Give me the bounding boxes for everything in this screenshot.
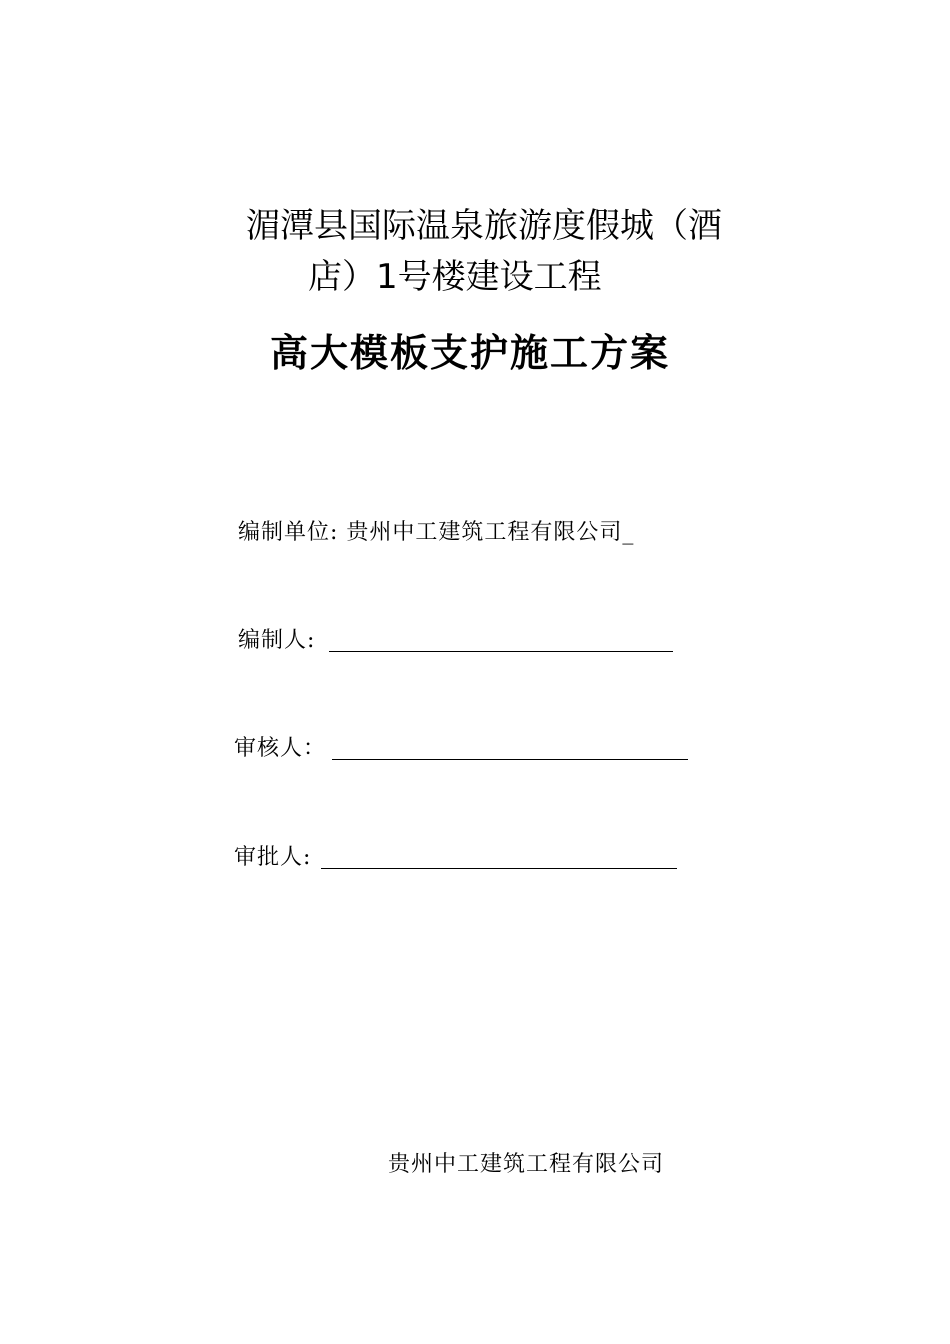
project-title-line-1: 湄潭县国际温泉旅游度假城（酒 — [246, 206, 722, 246]
approver-label: 审批人: — [234, 845, 312, 870]
compiling-unit-field — [238, 518, 634, 548]
compiler-signature-line — [329, 629, 673, 652]
compiler-field — [238, 626, 673, 656]
reviewer-signature-line — [332, 737, 688, 760]
compiling-unit-label: 编制单位: — [238, 520, 339, 545]
reviewer-field — [234, 734, 688, 764]
project-title-line-2: 店）1号楼建设工程 — [308, 257, 602, 297]
approver-signature-line — [321, 846, 677, 869]
compiler-label: 编制人: — [238, 628, 316, 653]
compiling-unit-value: 贵州中工建筑工程有限公司_ — [346, 520, 635, 545]
document-subtitle: 高大模板支护施工方案 — [270, 330, 671, 375]
footer-company-name: 贵州中工建筑工程有限公司 — [388, 1152, 665, 1177]
approver-field — [234, 843, 677, 873]
reviewer-label: 审核人： — [234, 736, 327, 761]
